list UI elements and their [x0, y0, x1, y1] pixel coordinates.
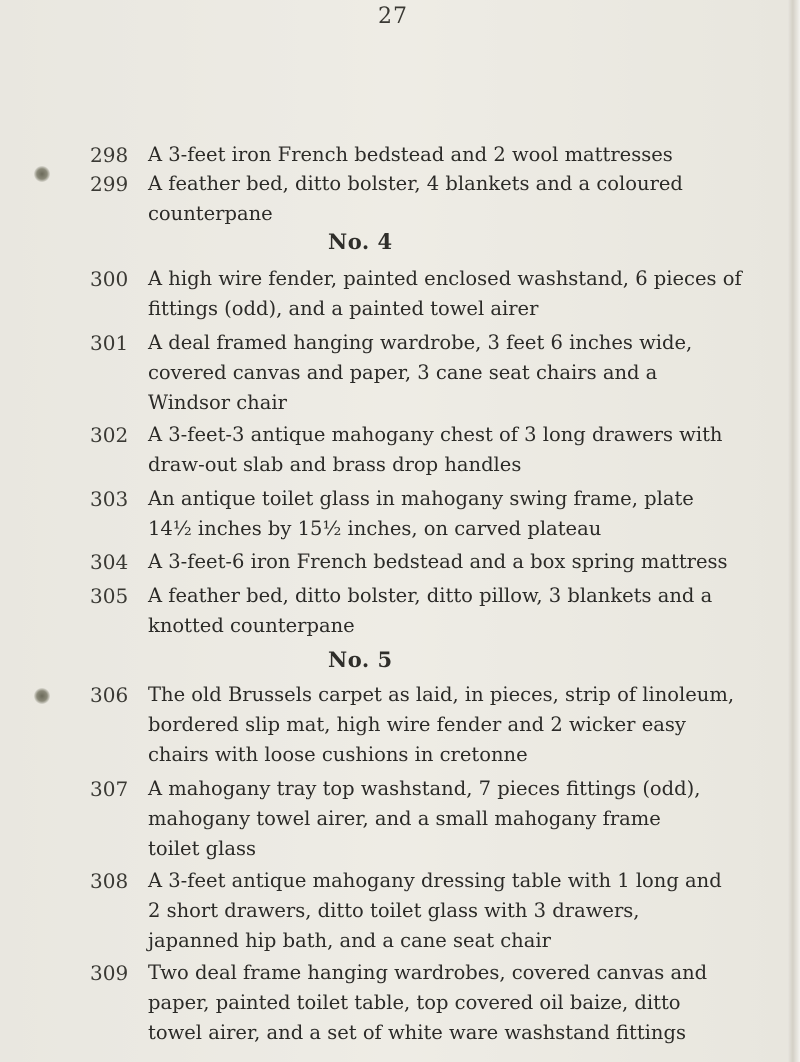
lot-number: 305 — [90, 583, 129, 608]
description-line: A 3-feet iron French bedstead and 2 wool mattresses — [148, 143, 673, 166]
lot-description — [148, 958, 788, 1048]
description-line: paper, painted toilet table, top covered oil baize, ditto — [148, 991, 681, 1015]
description-line: A 3-feet-3 antique mahogany chest of 3 long drawers with — [148, 422, 723, 446]
description-line: Two deal frame hanging wardrobes, covered canvas and — [148, 961, 708, 985]
description-line: 2 short drawers, ditto toilet glass with 3 drawers, — [148, 899, 640, 923]
description-line: A deal framed hanging wardrobe, 3 feet 6 inches wide, — [148, 330, 693, 354]
lot-number: 299 — [90, 171, 129, 196]
lot-number: 303 — [90, 487, 129, 512]
lot-number: 301 — [90, 330, 129, 355]
description-line: knotted counterpane — [148, 613, 355, 637]
lot-number: 307 — [90, 777, 129, 802]
lot-number: 298 — [90, 143, 129, 167]
description-line: mahogany towel airer, and a small mahogany frame — [148, 807, 661, 831]
description-line: towel airer, and a set of white ware washstand fittings — [148, 1021, 686, 1045]
description-line: 14½ inches by 15½ inches, on carved plateau — [148, 517, 602, 541]
lot-description — [148, 264, 788, 324]
page-edge — [788, 0, 800, 1062]
section-heading: No. 4 — [328, 229, 393, 255]
lot-number: 306 — [90, 683, 129, 708]
page-number: 27 — [378, 4, 408, 29]
description-line: chairs with loose cushions in cretonne — [148, 743, 528, 767]
description-line: The old Brussels carpet as laid, in pieces, strip of linoleum, — [148, 683, 735, 707]
section-heading: No. 5 — [328, 646, 393, 672]
description-line: A mahogany tray top washstand, 7 pieces fittings (odd), — [148, 777, 701, 801]
description-line: toilet glass — [148, 837, 256, 861]
description-line: counterpane — [148, 201, 273, 225]
description-line: An antique toilet glass in mahogany swing frame, plate — [148, 487, 694, 511]
description-line: A feather bed, ditto bolster, ditto pillow, 3 blankets and a — [148, 583, 713, 607]
lot-description — [148, 328, 788, 418]
binding-hole-mark — [34, 688, 50, 704]
description-line: covered canvas and paper, 3 cane seat chairs and a — [148, 360, 658, 384]
lot-description — [148, 484, 788, 544]
lot-number: 304 — [90, 550, 129, 575]
lot-description — [148, 547, 788, 577]
lot-number: 300 — [90, 266, 129, 291]
description-line: A 3-feet antique mahogany dressing table with 1 long and — [148, 869, 722, 893]
lot-number: 308 — [90, 869, 129, 894]
description-line: bordered slip mat, high wire fender and 2 wicker easy — [148, 713, 686, 737]
description-line: fittings (odd), and a painted towel airer — [148, 296, 539, 320]
lot-number: 309 — [90, 961, 129, 986]
lot-description — [148, 581, 788, 641]
lot-number: 302 — [90, 422, 129, 447]
lot-description — [148, 140, 788, 170]
description-line: draw-out slab and brass drop handles — [148, 452, 522, 476]
lot-description — [148, 169, 788, 229]
description-line: japanned hip bath, and a cane seat chair — [148, 929, 551, 953]
description-line: Windsor chair — [148, 390, 287, 414]
description-line: A high wire fender, painted enclosed washstand, 6 pieces of — [148, 266, 742, 290]
description-line: A feather bed, ditto bolster, 4 blankets and a coloured — [148, 171, 683, 195]
description-line: A 3-feet-6 iron French bedstead and a box spring mattress — [148, 550, 728, 574]
lot-description — [148, 680, 788, 770]
lot-description — [148, 866, 788, 956]
lot-description — [148, 774, 788, 864]
binding-hole-mark — [34, 166, 50, 182]
lot-description — [148, 420, 788, 480]
